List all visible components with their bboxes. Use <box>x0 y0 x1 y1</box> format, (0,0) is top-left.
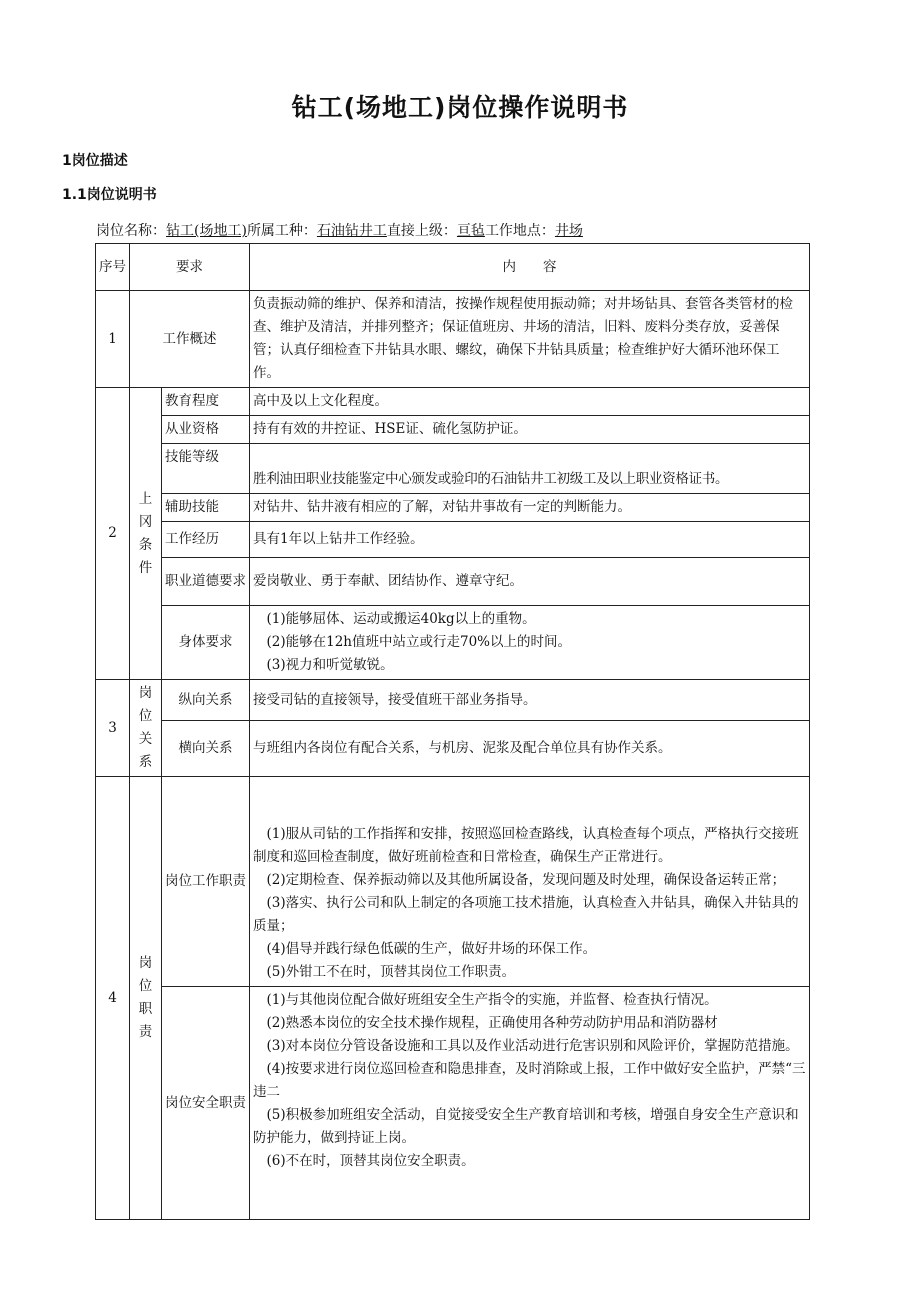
physical-line-2: (2)能够在12h值班中站立或行走70%以上的时间。 <box>266 634 572 650</box>
table-row-ethics <box>96 558 810 606</box>
horizontal-relation-value: 与班组内各岗位有配合关系，与机房、泥浆及配合单位具有协作关系。 <box>250 721 810 777</box>
safety-duty-line-6: (6)不在时，顶替其岗位安全职责。 <box>266 1153 475 1169</box>
table-header-row <box>96 244 810 291</box>
safety-duty-line-4: (4)按要求进行岗位巡回检查和隐患排查，及时消除或上报，工作中做好安全监护，严禁“三违二 <box>253 1061 806 1100</box>
aux-skill-label: 辅助技能 <box>162 494 250 522</box>
physical-label: 身体要求 <box>162 606 250 680</box>
work-duty-line-5: (5)外钳工不在时，顶替其岗位工作职责。 <box>266 964 516 980</box>
table-row-aux-skill <box>96 494 810 522</box>
table-row-education <box>96 388 810 416</box>
table-row-vertical-relation <box>96 680 810 721</box>
physical-line-3: (3)视力和听觉敏锐。 <box>266 657 394 673</box>
physical-value <box>250 606 810 680</box>
row4-seq: 4 <box>96 777 130 1220</box>
position-info-line <box>96 220 583 240</box>
physical-line-1: (1)能够屈体、运动或搬运40kg以上的重物。 <box>266 611 536 627</box>
superior-value: 亘毡 <box>456 223 485 239</box>
row4-group-label: 岗位职责 <box>130 777 162 1220</box>
table-row-skill-level <box>96 444 810 494</box>
header-content: 内 容 <box>250 244 810 291</box>
trade-type-label: 所属工种： <box>246 223 317 239</box>
ethics-label: 职业道德要求 <box>162 558 250 606</box>
table-row-physical <box>96 606 810 680</box>
safety-duty-line-5: (5)积极参加班组安全活动，自觉接受安全生产教育培训和考核，增强自身安全生产意识和防护能力，做到持证上岗。 <box>253 1107 799 1146</box>
job-description-table <box>95 243 810 1220</box>
safety-duty-line-3: (3)对本岗位分管设备设施和工具以及作业活动进行危害识别和风险评价，掌握防范措施。 <box>266 1038 799 1054</box>
work-duty-line-3: (3)落实、执行公司和队上制定的各项施工技术措施，认真检查入井钻具，确保入井钻具的质量； <box>253 895 799 934</box>
row2-seq: 2 <box>96 388 130 680</box>
table-row-horizontal-relation <box>96 721 810 777</box>
horizontal-relation-label: 横向关系 <box>162 721 250 777</box>
qualification-label: 从业资格 <box>162 416 250 444</box>
table-row-work-experience <box>96 522 810 558</box>
trade-type-value: 石油钻井工 <box>316 223 387 239</box>
row1-requirement: 工作概述 <box>130 291 250 388</box>
section-heading-1: 1岗位描述 <box>62 153 128 169</box>
qualification-value: 持有有效的井控证、HSE证、硫化氢防护证。 <box>250 416 810 444</box>
education-label: 教育程度 <box>162 388 250 416</box>
position-name-value: 钻工(场地工) <box>166 223 247 239</box>
position-name-label: 岗位名称： <box>96 223 166 239</box>
work-experience-label: 工作经历 <box>162 522 250 558</box>
safety-duties-label: 岗位安全职责 <box>162 987 250 1220</box>
safety-duties-value <box>250 987 810 1220</box>
vertical-relation-label: 纵向关系 <box>162 680 250 721</box>
work-duty-line-1: (1)服从司钻的工作指挥和安排，按照巡回检查路线，认真检查每个项点，严格执行交接班制度和巡回检查制度，做好班前检查和日常检查，确保生产正常进行。 <box>253 826 799 865</box>
work-location-value: 井场 <box>554 223 583 239</box>
table-row-safety-duties <box>96 987 810 1220</box>
document-title: 钻工(场地工)岗位操作说明书 <box>291 93 629 122</box>
row1-seq: 1 <box>96 291 130 388</box>
aux-skill-value: 对钻井、钻井液有相应的了解，对钻井事故有一定的判断能力。 <box>250 494 810 522</box>
work-duty-line-4: (4)倡导并践行绿色低碳的生产，做好井场的环保工作。 <box>266 941 597 957</box>
safety-duty-line-2: (2)熟悉本岗位的安全技术操作规程，正确使用各种劳动防护用品和消防器材 <box>266 1015 718 1031</box>
work-duties-value <box>250 777 810 987</box>
table-row-overview <box>96 291 810 388</box>
work-location-label: 工作地点： <box>484 223 555 239</box>
table-row-qualification <box>96 416 810 444</box>
superior-label: 直接上级： <box>386 223 457 239</box>
row2-group-label: 上冈条件 <box>130 388 162 680</box>
row1-content: 负责振动筛的维护、保养和清洁，按操作规程使用振动筛；对井场钻具、套管各类管材的检查、维护及清洁，并排列整齐；保证值班房、井场的清洁，旧料、废料分类存放，妥善保管；认真仔细检查下井钻具水眼、螺纹，确保下井钻具质量；检查维护好大循环池环保工作。 <box>250 291 810 388</box>
work-duty-line-2: (2)定期检查、保养振动筛以及其他所属设备，发现问题及时处理，确保设备运转正常； <box>266 872 786 888</box>
row3-seq: 3 <box>96 680 130 777</box>
work-duties-label: 岗位工作职责 <box>162 777 250 987</box>
section-heading-1-1: 1.1岗位说明书 <box>62 187 157 203</box>
skill-level-value: 胜利油田职业技能鉴定中心颁发或验印的石油钻井工初级工及以上职业资格证书。 <box>250 444 810 494</box>
header-seq: 序号 <box>96 244 130 291</box>
ethics-value: 爱岗敬业、勇于奉献、团结协作、遵章守纪。 <box>250 558 810 606</box>
work-experience-value: 具有1年以上钻井工作经验。 <box>250 522 810 558</box>
vertical-relation-value: 接受司钻的直接领导，接受值班干部业务指导。 <box>250 680 810 721</box>
row3-group-label: 岗位关系 <box>130 680 162 777</box>
header-requirement: 要求 <box>130 244 250 291</box>
education-value: 高中及以上文化程度。 <box>250 388 810 416</box>
skill-level-label: 技能等级 <box>162 444 250 494</box>
table-row-work-duties <box>96 777 810 987</box>
safety-duty-line-1: (1)与其他岗位配合做好班组安全生产指令的实施，并监督、检查执行情况。 <box>266 992 718 1008</box>
